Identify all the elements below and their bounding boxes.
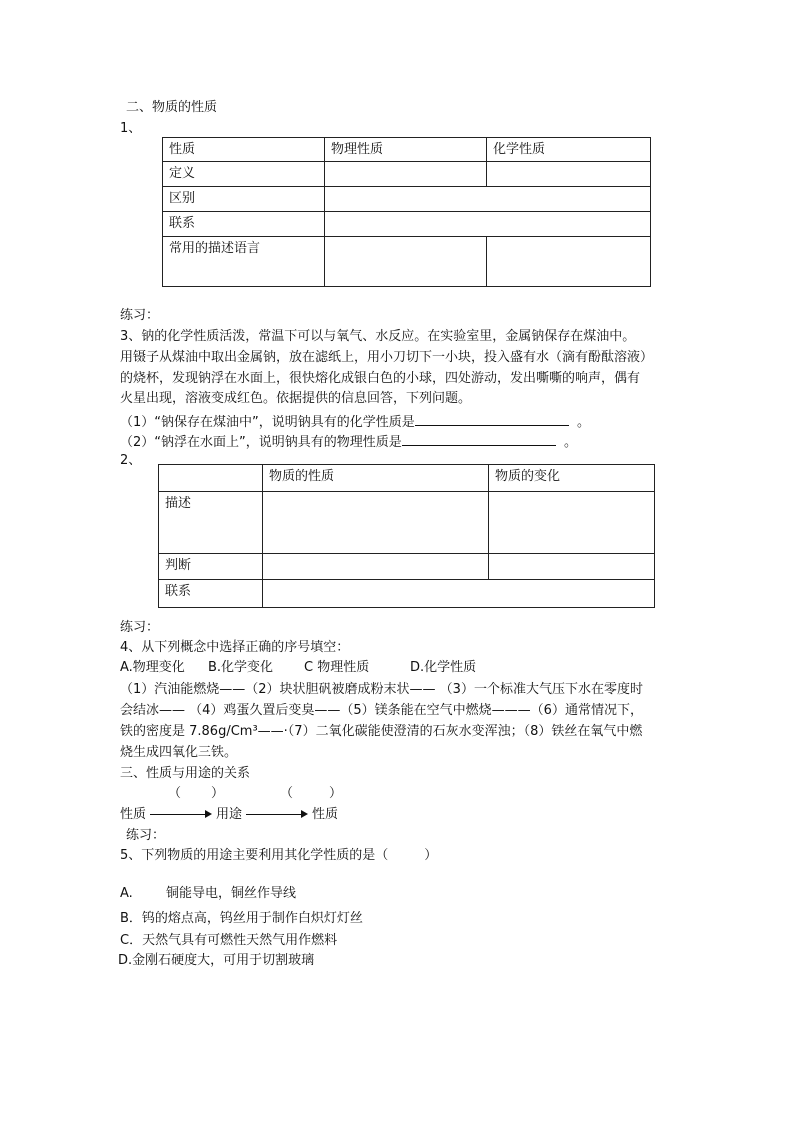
flow-node: 性质 [312,807,339,822]
item-number: 1、 [120,121,142,136]
sub-question-text: （2）“钠浮在水面上”，说明钠具有的物理性质是 [120,435,402,450]
header-cell: 性质 [163,138,325,162]
practice-label: 练习： [120,620,160,635]
paren-row [280,785,342,803]
empty-cell [325,187,651,212]
row-label: 描述 [159,492,263,554]
paren-close: ） [424,848,438,863]
answer-blank[interactable] [415,411,569,426]
header-cell: 化学性质 [487,138,651,162]
paren-open: （ [280,786,294,801]
choice-b: B．钨的熔点高，钨丝用于制作白炽灯灯丝 [120,911,363,926]
header-cell: 物质的变化 [489,465,655,492]
question-line: （1）汽油能燃烧——（2）块状胆矾被磨成粉末状—— （3）一个标准大气压下水在零度时 [120,682,643,697]
row-label: 联系 [163,212,325,237]
choice-a [120,885,296,903]
answer-blank[interactable] [402,431,556,446]
option: A.物理变化 [120,660,185,675]
end-mark: 。 [577,415,591,430]
row-label: 判断 [159,554,263,580]
question-line: 会结冰—— （4）鸡蛋久置后变臭——（5）镁条能在空气中燃烧———（6）通常情况下， [120,703,643,718]
empty-cell [263,554,489,580]
question-line: 用镊子从煤油中取出金属钠，放在滤纸上，用小刀切下一小块，投入盛有水（滴有酚酞溶液） [120,350,654,365]
paren-close: ） [329,786,343,801]
paren-close: ） [211,786,225,801]
paren-row [168,785,224,803]
sub-question-text: （1）“钠保存在煤油中”，说明钠具有的化学性质是 [120,415,415,430]
question-line: 铁的密度是 7.86g/Cm³——·（7）二氧化碳能使澄清的石灰水变浑浊；（8）铁丝在氧气中燃 [120,724,643,739]
row-label: 常用的描述语言 [163,237,325,287]
question-line: 烧生成四氧化三铁。 [120,745,238,760]
choice-c: C．天然气具有可燃性天然气用作燃料 [120,933,338,948]
end-mark: 。 [564,435,578,450]
row-label: 定义 [163,162,325,187]
empty-cell [489,492,655,554]
empty-cell [263,580,655,608]
question-line: 火星出现，溶液变成红色。依据提供的信息回答，下列问题。 [120,391,472,406]
empty-cell [487,237,651,287]
question-line: 的烧杯，发现钠浮在水面上，很快熔化成银白色的小球，四处游动，发出嘶嘶的响声，偶有 [120,371,641,386]
choice-d: D.金刚石硬度大，可用于切割玻璃 [118,953,315,968]
section-title: 二、物质的性质 [126,100,218,115]
flow-node: 用途 [216,807,243,822]
practice-label: 练习： [126,828,166,843]
arrow-right-icon [150,809,212,821]
question-text: 5、下列物质的用途主要利用其化学性质的是（ [120,848,389,863]
empty-cell [263,492,489,554]
options-row [120,659,476,677]
header-cell [159,465,263,492]
empty-cell [487,162,651,187]
relation-flow [120,806,338,824]
option: C 物理性质 [304,660,370,675]
empty-cell [325,212,651,237]
question-line: 3、钠的化学性质活泼，常温下可以与氧气、水反应。在实验室里，金属钠保存在煤油中。 [120,329,636,344]
practice-label: 练习： [120,308,160,323]
empty-cell [325,237,487,287]
question-title [120,847,437,865]
sub-question [120,411,590,432]
row-label: 区别 [163,187,325,212]
empty-cell [489,554,655,580]
properties-table [162,137,651,287]
header-cell: 物质的性质 [263,465,489,492]
section-title: 三、性质与用途的关系 [120,766,251,781]
option: B.化学变化 [208,660,274,675]
choice-text: 铜能导电，铜丝作导线 [166,886,297,901]
property-change-table [158,464,655,608]
sub-question [120,431,577,452]
item-number: 2、 [120,453,142,468]
arrow-right-icon [246,809,308,821]
question-title: 4、从下列概念中选择正确的序号填空： [120,640,350,655]
empty-cell [325,162,487,187]
header-cell: 物理性质 [325,138,487,162]
option: D.化学性质 [410,660,477,675]
paren-open: （ [168,786,182,801]
choice-letter: A. [120,886,133,901]
flow-node: 性质 [120,807,147,822]
row-label: 联系 [159,580,263,608]
